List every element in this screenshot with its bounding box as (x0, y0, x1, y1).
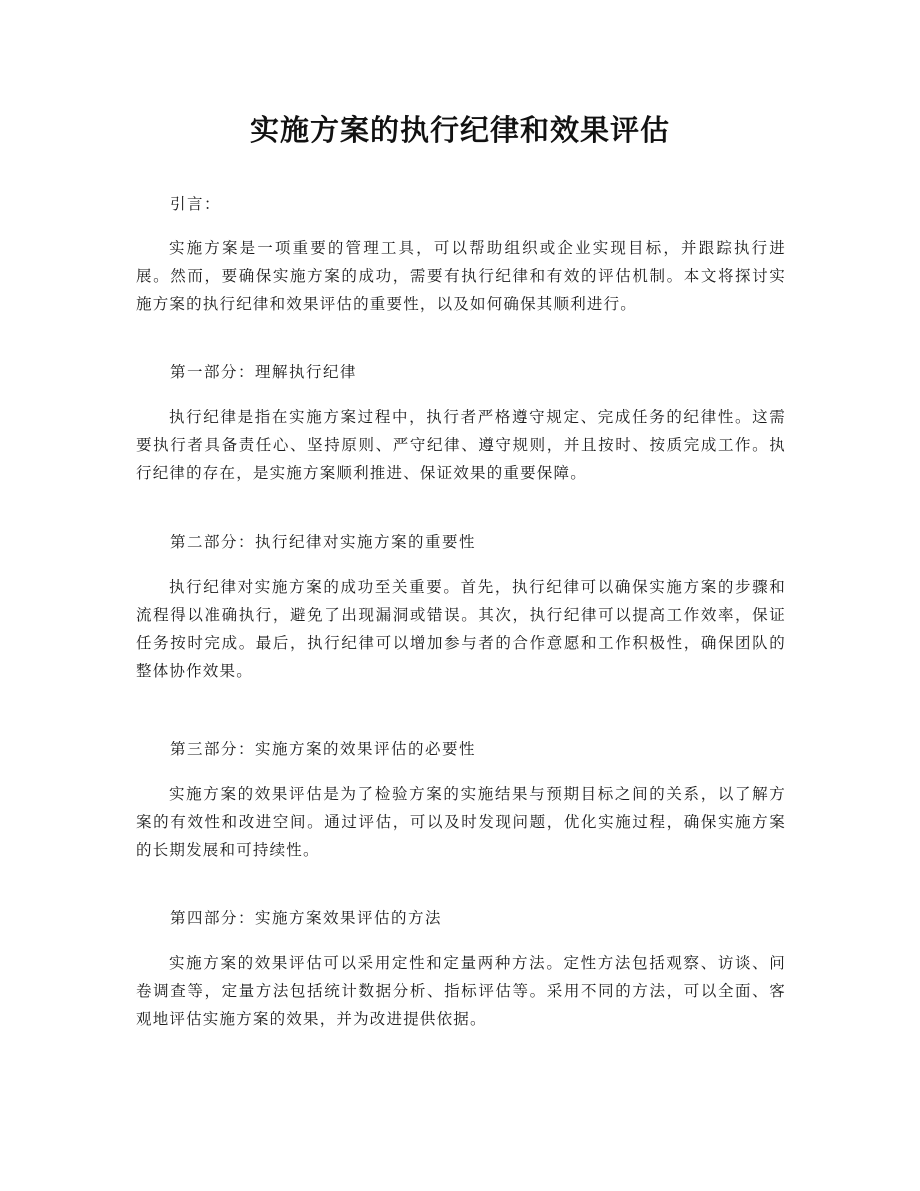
section-paragraph-1: 执行纪律是指在实施方案过程中，执行者严格遵守规定、完成任务的纪律性。这需要执行者具备责任心、坚持原则、严守纪律、遵守规则，并且按时、按质完成工作。执行纪律的存在，是实施方案顺利推进、保证效果的重要保障。 (136, 408, 786, 482)
intro-paragraph: 实施方案是一项重要的管理工具，可以帮助组织或企业实现目标，并跟踪执行进展。然而，要确保实施方案的成功，需要有执行纪律和有效的评估机制。本文将探讨实施方案的执行纪律和效果评估的重要性，以及如何确保其顺利进行。 (136, 239, 786, 313)
section-heading-1: 第一部分：理解执行纪律 (170, 363, 358, 381)
section-paragraph-2: 执行纪律对实施方案的成功至关重要。首先，执行纪律可以确保实施方案的步骤和流程得以准确执行，避免了出现漏洞或错误。其次，执行纪律可以提高工作效率，保证任务按时完成。最后，执行纪律可以增加参与者的合作意愿和工作积极性，确保团队的整体协作效果。 (136, 578, 786, 680)
section-heading-4: 第四部分：实施方案效果评估的方法 (170, 909, 443, 927)
section-paragraph-3: 实施方案的效果评估是为了检验方案的实施结果与预期目标之间的关系，以了解方案的有效性和改进空间。通过评估，可以及时发现问题，优化实施过程，确保实施方案的长期发展和可持续性。 (136, 785, 786, 859)
intro-label: 引言： (170, 195, 222, 213)
section-heading-3: 第三部分：实施方案的效果评估的必要性 (170, 740, 477, 758)
section-paragraph-4: 实施方案的效果评估可以采用定性和定量两种方法。定性方法包括观察、访谈、问卷调查等，定量方法包括统计数据分析、指标评估等。采用不同的方法，可以全面、客观地评估实施方案的效果，并为改进提供依据。 (136, 954, 786, 1028)
section-heading-2: 第二部分：执行纪律对实施方案的重要性 (170, 533, 477, 551)
document-title: 实施方案的执行纪律和效果评估 (249, 113, 670, 147)
